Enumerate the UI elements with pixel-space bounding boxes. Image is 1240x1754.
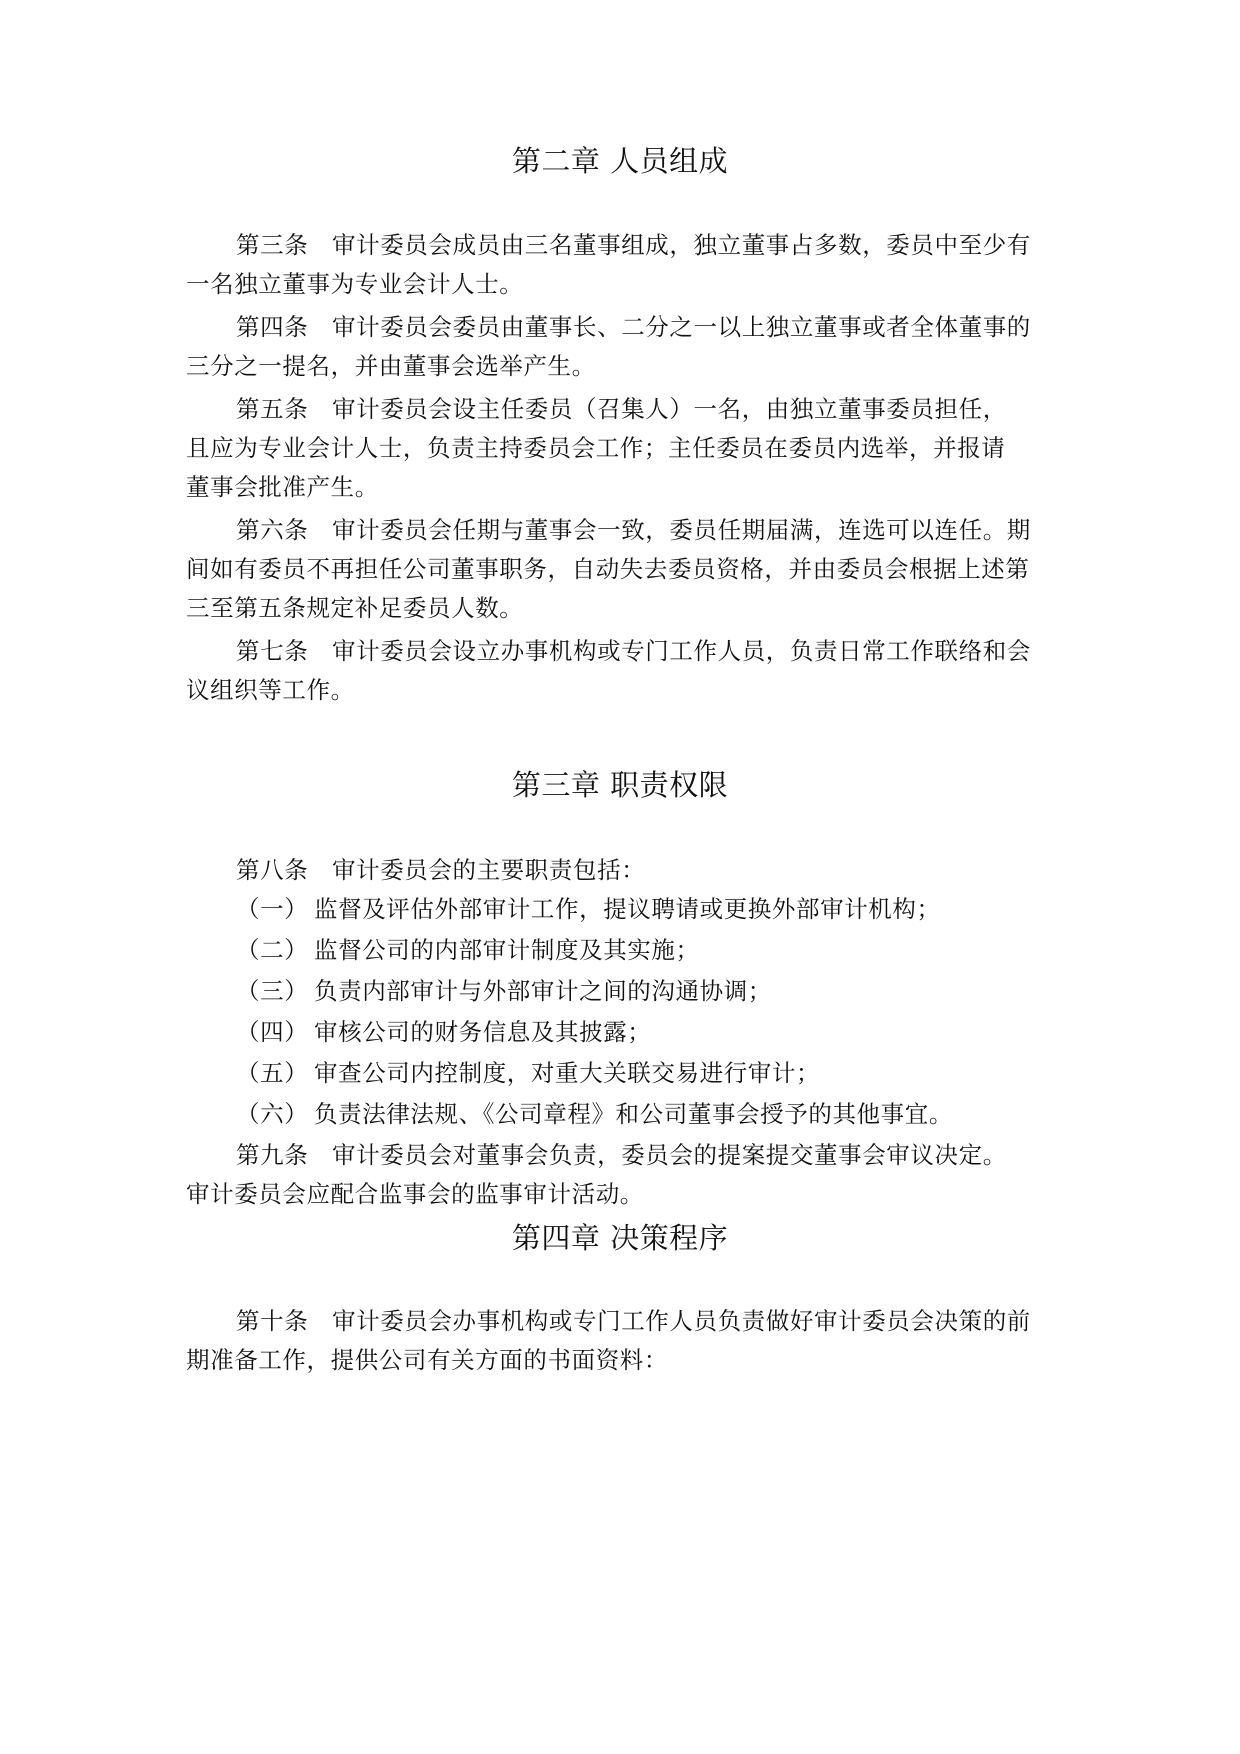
- article-10-line-2: 期准备工作，提供公司有关方面的书面资料：: [186, 1346, 668, 1374]
- article-5-line-1: [236, 393, 1056, 425]
- duty-item-3-text: 负责内部审计与外部审计之间的沟通协调；: [314, 977, 772, 1005]
- duty-item-1-text: 监督及评估外部审计工作，提议聘请或更换外部审计机构；: [314, 895, 941, 923]
- article-5-line-2: 且应为专业会计人士，负责主持委员会工作；主任委员在委员内选举，并报请: [186, 434, 1006, 462]
- duty-item-6-num: （六）: [236, 1100, 309, 1128]
- article-9-text-1: 审计委员会对董事会负责，委员会的提案提交董事会审议决定。: [332, 1141, 1007, 1169]
- article-8-label: 第八条: [236, 856, 309, 884]
- duty-item-1: [236, 893, 1106, 925]
- article-7-line-2: 议组织等工作。: [186, 676, 355, 704]
- article-10-text-1: 审计委员会办事机构或专门工作人员负责做好审计委员会决策的前: [332, 1307, 1031, 1335]
- article-4-line-2: 三分之一提名，并由董事会选举产生。: [186, 352, 596, 380]
- article-6-line-3: 三至第五条规定补足委员人数。: [186, 594, 524, 622]
- duty-item-6-text: 负责法律法规、《公司章程》和公司董事会授予的其他事宜。: [314, 1100, 953, 1128]
- duty-item-4: [236, 1016, 1106, 1048]
- article-10-label: 第十条: [236, 1307, 309, 1335]
- article-3-line-2: 一名独立董事为专业会计人士。: [186, 270, 524, 298]
- duty-item-5: [236, 1057, 1106, 1089]
- article-5-label: 第五条: [236, 395, 309, 423]
- article-7-line-1: [236, 635, 1056, 667]
- article-7-text-1: 审计委员会设立办事机构或专门工作人员，负责日常工作联络和会: [332, 637, 1031, 665]
- article-5-line-3: 董事会批准产生。: [186, 473, 379, 501]
- duty-item-4-num: （四）: [236, 1018, 309, 1046]
- article-4-label: 第四条: [236, 313, 309, 341]
- duty-item-2: [236, 934, 1106, 966]
- chapter-3-heading: 第三章 职责权限: [511, 768, 729, 802]
- article-3-text-1: 审计委员会成员由三名董事组成，独立董事占多数，委员中至少有: [332, 231, 1031, 259]
- article-8-text-1: 审计委员会的主要职责包括：: [332, 856, 646, 884]
- duty-item-5-num: （五）: [236, 1059, 309, 1087]
- article-3-label: 第三条: [236, 231, 309, 259]
- chapter-4-heading: 第四章 决策程序: [511, 1221, 729, 1255]
- duty-item-2-num: （二）: [236, 936, 309, 964]
- article-5-text-1: 审计委员会设主任委员（召集人）一名，由独立董事委员担任，: [332, 395, 1007, 423]
- article-9-line-2: 审计委员会应配合监事会的监事审计活动。: [186, 1180, 644, 1208]
- article-4-line-1: [236, 311, 1056, 343]
- duty-item-1-num: （一）: [236, 895, 309, 923]
- article-6-line-1: [236, 514, 1056, 546]
- article-7-label: 第七条: [236, 637, 309, 665]
- article-8-line-1: [236, 854, 1056, 886]
- duty-item-3: [236, 975, 1106, 1007]
- duty-item-3-num: （三）: [236, 977, 309, 1005]
- duty-item-2-text: 监督公司的内部审计制度及其实施；: [314, 936, 700, 964]
- article-9-line-1: [236, 1139, 1056, 1171]
- chapter-2-heading: 第二章 人员组成: [511, 144, 729, 178]
- article-3-line-1: [236, 229, 1056, 261]
- article-6-line-2: 间如有委员不再担任公司董事职务，自动失去委员资格，并由委员会根据上述第: [186, 555, 1030, 583]
- article-4-text-1: 审计委员会委员由董事长、二分之一以上独立董事或者全体董事的: [332, 313, 1031, 341]
- article-9-label: 第九条: [236, 1141, 309, 1169]
- article-6-label: 第六条: [236, 516, 309, 544]
- duty-item-4-text: 审核公司的财务信息及其披露；: [314, 1018, 652, 1046]
- duty-item-6: [236, 1098, 1106, 1130]
- article-6-text-1: 审计委员会任期与董事会一致，委员任期届满，连选可以连任。期: [332, 516, 1031, 544]
- article-10-line-1: [236, 1305, 1056, 1337]
- duty-item-5-text: 审查公司内控制度，对重大关联交易进行审计；: [314, 1059, 821, 1087]
